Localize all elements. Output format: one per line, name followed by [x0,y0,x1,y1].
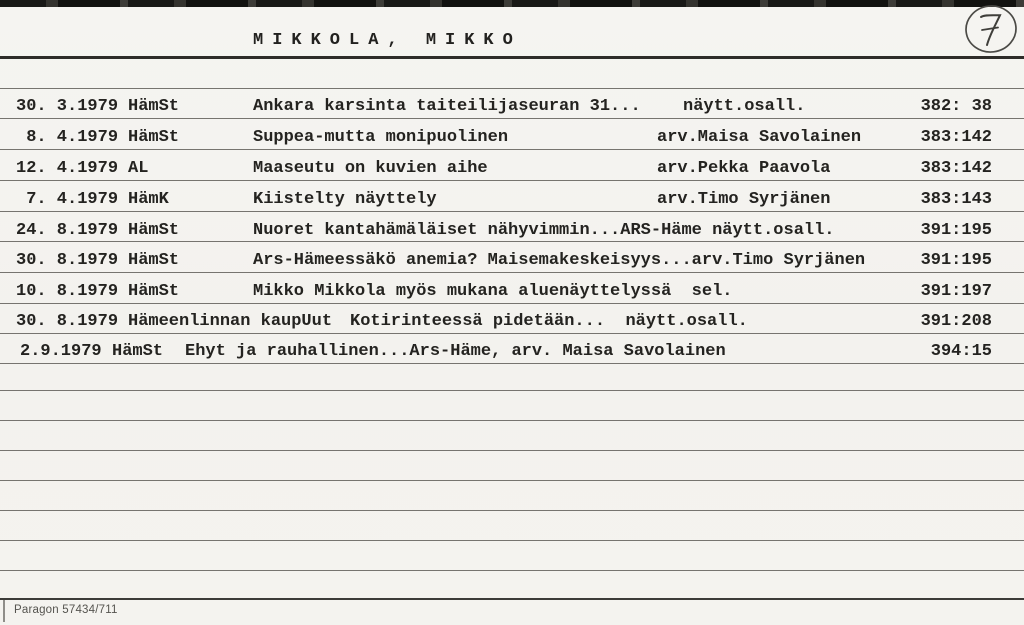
footer-tick-mark [3,600,5,622]
entry-ref: 383:142 [920,159,992,178]
ruled-line [0,510,1024,511]
entry-source: HämSt [112,342,164,361]
card-entry-row [0,220,1024,242]
ruled-line [0,480,1024,481]
ruled-line [0,420,1024,421]
entry-title: Nuoret kantahämäläiset nähyvimmin...ARS-Häme näytt.osall. [253,221,835,240]
entry-source: HämSt [128,251,180,270]
entry-ref: 391:197 [920,282,992,301]
card-stock-label: Paragon 57434/711 [14,604,118,616]
entry-date: 10. 8.1979 [16,282,119,301]
entry-title: Ars-Hämeessäkö anemia? Maisemakeskeisyys...arv.Timo Syrjänen [253,251,866,270]
entry-ref: 391:195 [920,251,992,270]
entry-source: Hämeenlinnan kaupUut [128,312,333,331]
scan-top-edge [0,0,1024,7]
entry-date: 30. 3.1979 [16,97,119,116]
entry-note: arv.Pekka Paavola [657,159,831,178]
entry-ref: 391:208 [920,312,992,331]
card-entry-row [0,189,1024,211]
entry-date: 24. 8.1979 [16,221,119,240]
card-title: MIKKOLA, MIKKO [253,31,522,50]
entry-date: 7. 4.1979 [16,190,119,209]
entry-note: arv.Maisa Savolainen [657,128,862,147]
page-number-badge [961,2,1023,58]
circle-annotation-icon [961,2,1023,58]
ruled-line [0,303,1024,304]
ruled-line [0,118,1024,119]
entry-date: 8. 4.1979 [16,128,119,147]
entry-source: AL [128,159,149,178]
title-rule [0,56,1024,59]
ruled-line [0,333,1024,334]
entry-note: näytt.osall. [683,97,806,116]
entry-ref: 394:15 [930,342,992,361]
entry-title: Suppea-mutta monipuolinen [253,128,509,147]
entry-ref: 391:195 [920,221,992,240]
card-entry-row [0,281,1024,303]
ruled-line [0,88,1024,89]
card-entry-row [0,311,1024,333]
entry-date: 30. 8.1979 [16,251,119,270]
card-entry-row [0,250,1024,272]
ruled-line [0,272,1024,273]
entry-source: HämSt [128,282,180,301]
entry-date: 2.9.1979 [20,342,102,361]
entry-date: 30. 8.1979 [16,312,119,331]
entry-source: HämK [128,190,169,209]
footer-rule [0,598,1024,600]
entry-source: HämSt [128,221,180,240]
card-entry-row [0,127,1024,149]
card-entry-row [0,158,1024,180]
entry-title: Ankara karsinta taiteilijaseuran 31... [253,97,641,116]
entry-ref: 383:143 [920,190,992,209]
ruled-line [0,570,1024,571]
ruled-line [0,450,1024,451]
ruled-line [0,211,1024,212]
ruled-line [0,390,1024,391]
entry-source: HämSt [128,128,180,147]
entry-title: Mikko Mikkola myös mukana aluenäyttelyssä sel. [253,282,733,301]
entry-title: Ehyt ja rauhallinen...Ars-Häme, arv. Maisa Savolainen [185,342,726,361]
card-entry-row [0,341,1024,363]
entry-title: Kotirinteessä pidetään... näytt.osall. [350,312,748,331]
ruled-line [0,149,1024,150]
entry-ref: 382: 38 [920,97,992,116]
entry-date: 12. 4.1979 [16,159,119,178]
ruled-line [0,180,1024,181]
entry-source: HämSt [128,97,180,116]
ruled-line [0,540,1024,541]
ruled-line [0,363,1024,364]
entry-title: Kiistelty näyttely [253,190,437,209]
entry-note: arv.Timo Syrjänen [657,190,831,209]
entry-title: Maaseutu on kuvien aihe [253,159,488,178]
card-entry-row [0,96,1024,118]
entry-ref: 383:142 [920,128,992,147]
